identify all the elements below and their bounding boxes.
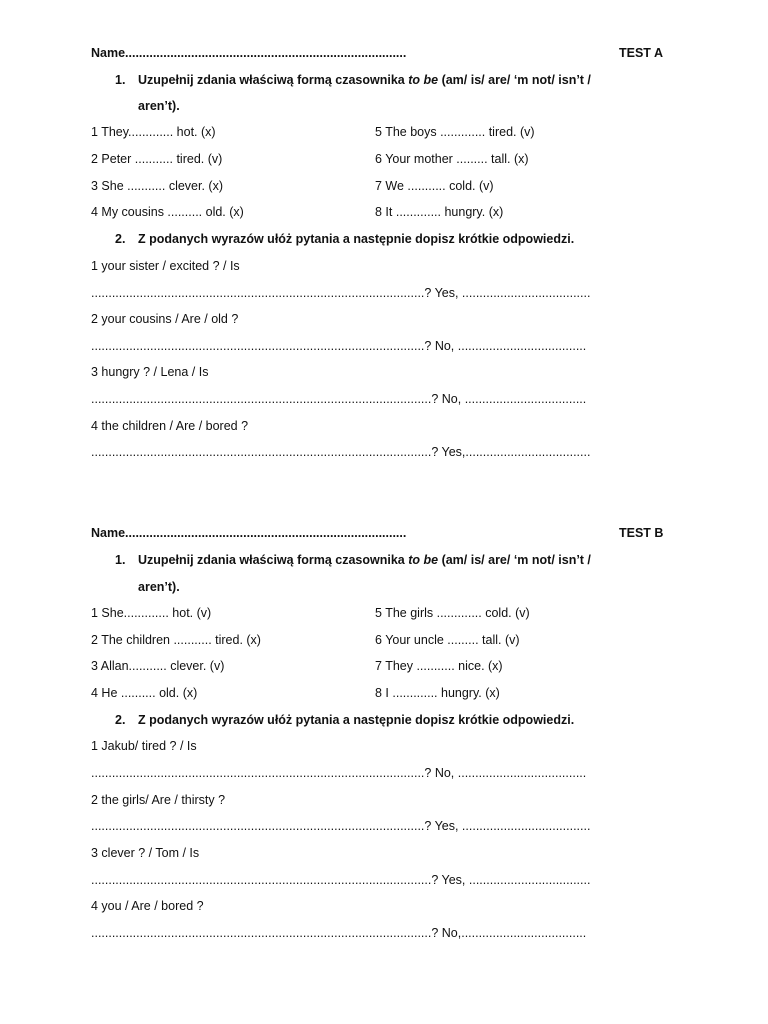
task-1-number: 1. bbox=[115, 73, 126, 87]
exercise-item: 6 Your mother ......... tall. (x) bbox=[375, 152, 529, 166]
instruction-text: (am/ is/ are/ ‘m not/ isn’t / bbox=[438, 553, 591, 567]
exercise-item: 2 Peter ........... tired. (v) bbox=[91, 152, 223, 166]
instruction-italic: to be bbox=[408, 553, 439, 567]
instruction-text: (am/ is/ are/ ‘m not/ isn’t / bbox=[438, 73, 591, 87]
exercise-item: 4 My cousins .......... old. (x) bbox=[91, 205, 244, 219]
test-label: TEST B bbox=[619, 526, 664, 540]
answer-line: ................................................................................................? Yes, ..................................... bbox=[91, 819, 591, 833]
instruction-text: Uzupełnij zdania właściwą formą czasownika bbox=[138, 73, 409, 87]
task-2-instruction: Z podanych wyrazów ułóż pytania a następnie dopisz krótkie odpowiedzi. bbox=[138, 713, 575, 727]
exercise-item: 3 Allan........... clever. (v) bbox=[91, 659, 225, 673]
question-prompt: 1 Jakub/ tired ? / Is bbox=[91, 739, 197, 753]
task-2-number: 2. bbox=[115, 713, 126, 727]
name-line: Name................................................................................. bbox=[91, 46, 407, 60]
exercise-item: 1 She............. hot. (v) bbox=[91, 606, 212, 620]
question-prompt: 3 hungry ? / Lena / Is bbox=[91, 365, 209, 379]
answer-line: ..................................................................................................? No, ................................... bbox=[91, 392, 587, 406]
instruction-italic: to be bbox=[408, 73, 439, 87]
task-1-instruction-cont: aren’t). bbox=[138, 580, 180, 594]
question-prompt: 2 your cousins / Are / old ? bbox=[91, 312, 239, 326]
answer-line: ................................................................................................? Yes, ..................................... bbox=[91, 286, 591, 300]
exercise-item: 7 We ........... cold. (v) bbox=[375, 179, 494, 193]
task-1-instruction bbox=[138, 552, 591, 568]
exercise-item: 1 They............. hot. (x) bbox=[91, 125, 216, 139]
question-prompt: 1 your sister / excited ? / Is bbox=[91, 259, 240, 273]
answer-line: ..................................................................................................? Yes, ................................... bbox=[91, 873, 591, 887]
task-1-instruction-cont: aren’t). bbox=[138, 99, 180, 113]
answer-line: ................................................................................................? No, ..................................... bbox=[91, 766, 587, 780]
question-prompt: 4 the children / Are / bored ? bbox=[91, 419, 249, 433]
exercise-item: 8 I ............. hungry. (x) bbox=[375, 686, 500, 700]
exercise-item: 8 It ............. hungry. (x) bbox=[375, 205, 504, 219]
name-line: Name................................................................................. bbox=[91, 526, 407, 540]
exercise-item: 3 She ........... clever. (x) bbox=[91, 179, 223, 193]
question-prompt: 4 you / Are / bored ? bbox=[91, 899, 204, 913]
answer-line: ................................................................................................? No, ..................................... bbox=[91, 339, 587, 353]
task-2-number: 2. bbox=[115, 232, 126, 246]
question-prompt: 3 clever ? / Tom / Is bbox=[91, 846, 200, 860]
task-1-number: 1. bbox=[115, 553, 126, 567]
exercise-item: 5 The boys ............. tired. (v) bbox=[375, 125, 535, 139]
task-2-instruction: Z podanych wyrazów ułóż pytania a następnie dopisz krótkie odpowiedzi. bbox=[138, 232, 575, 246]
exercise-item: 6 Your uncle ......... tall. (v) bbox=[375, 633, 520, 647]
instruction-text: Uzupełnij zdania właściwą formą czasownika bbox=[138, 553, 409, 567]
exercise-item: 2 The children ........... tired. (x) bbox=[91, 633, 261, 647]
exercise-item: 4 He .......... old. (x) bbox=[91, 686, 198, 700]
test-label: TEST A bbox=[619, 46, 663, 60]
answer-line: ..................................................................................................? Yes,.................................... bbox=[91, 445, 591, 459]
question-prompt: 2 the girls/ Are / thirsty ? bbox=[91, 793, 226, 807]
exercise-item: 5 The girls ............. cold. (v) bbox=[375, 606, 530, 620]
task-1-instruction bbox=[138, 72, 591, 88]
answer-line: ..................................................................................................? No,.................................... bbox=[91, 926, 587, 940]
exercise-item: 7 They ........... nice. (x) bbox=[375, 659, 503, 673]
